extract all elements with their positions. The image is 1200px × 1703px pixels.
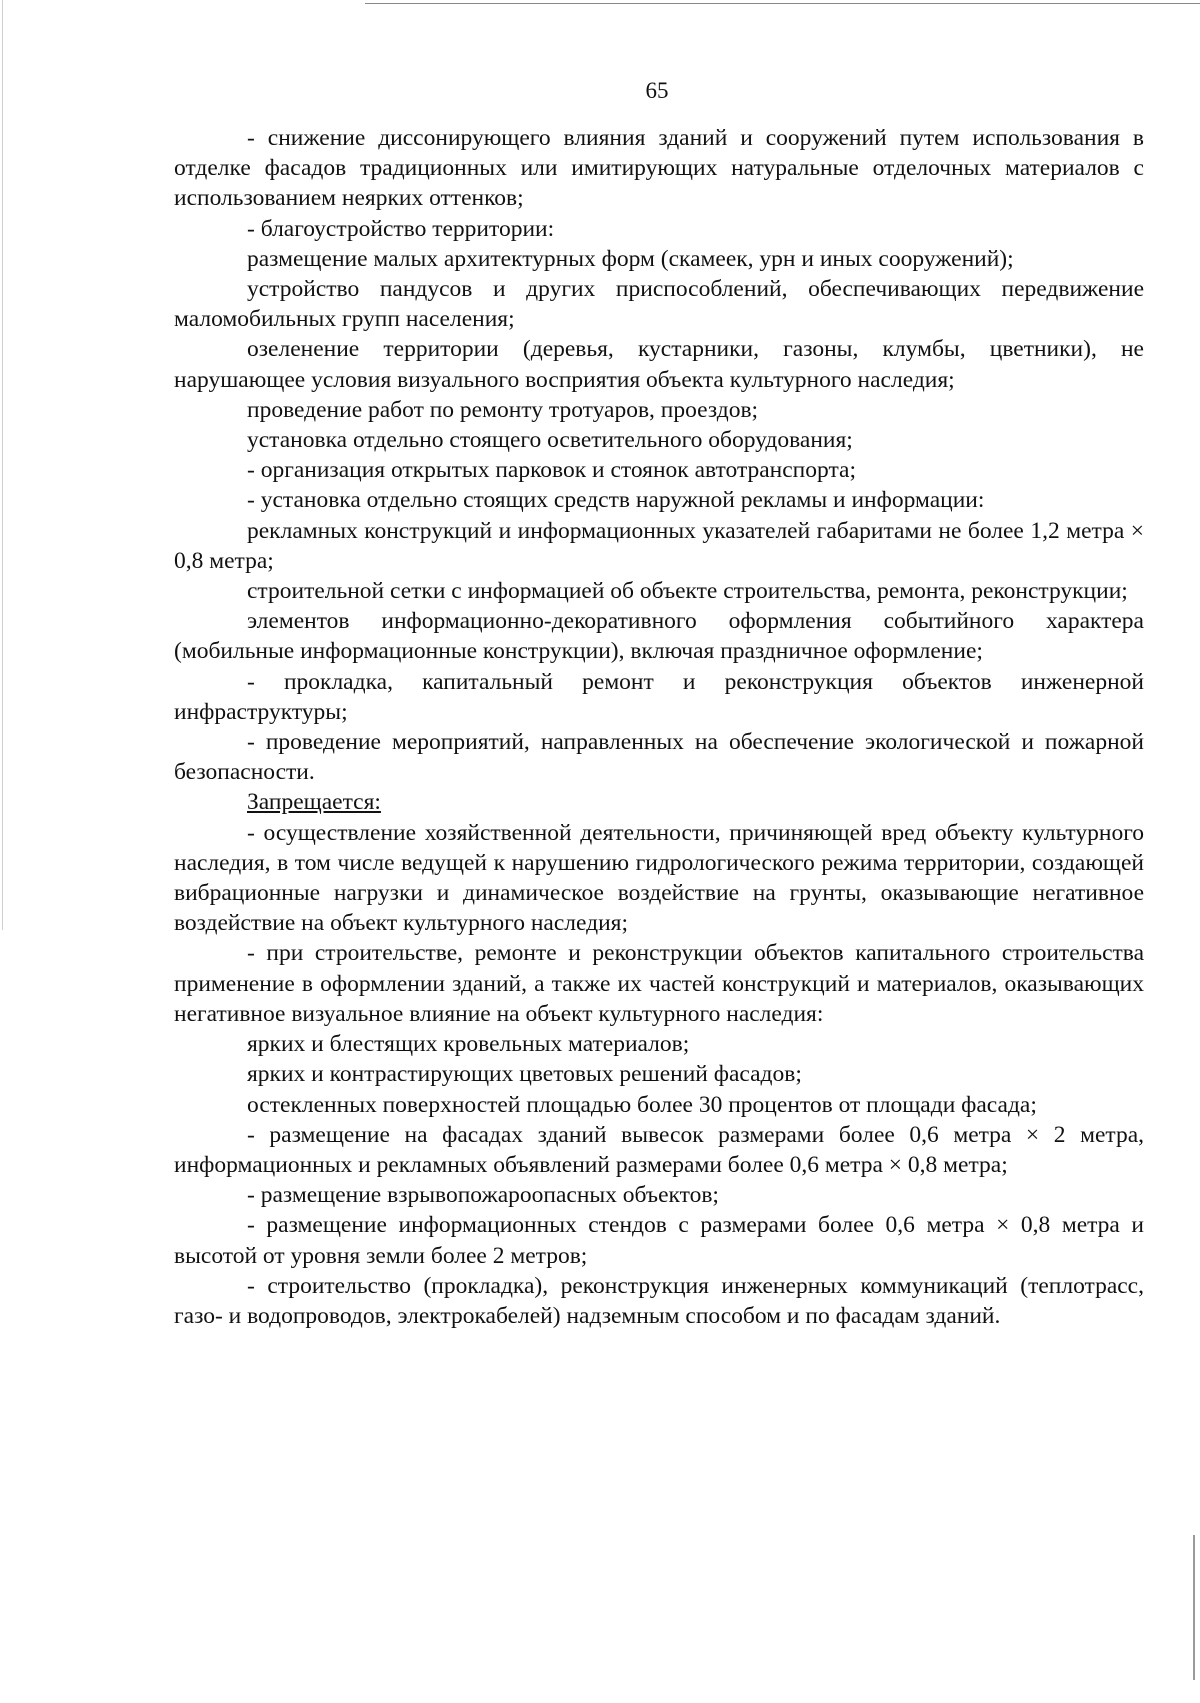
paragraph-economic-activity: - осуществление хозяйственной деятельности, причиняющей вред объекту культурного наследия, в том числе ведущей к нарушению гидрологического режима территории, создающей вибрационные нагрузки и динамическое воздействие на грунты, оказывающие негативное воздействие на объект культурного наследия; <box>174 819 1144 937</box>
page-number: 65 <box>645 78 669 103</box>
paragraph-glazed-surfaces: остекленных поверхностей площадью более 30 процентов от площади фасада; <box>247 1091 1037 1118</box>
paragraph-advertising-heading: - установка отдельно стоящих средств наружной рекламы и информации: <box>247 487 985 514</box>
paragraph-construction-mesh: строительной сетки с информацией об объекте строительства, ремонта, реконструкции; <box>247 578 1128 605</box>
paragraph-roofing-materials: ярких и блестящих кровельных материалов; <box>247 1031 690 1058</box>
paragraph-signboards: - размещение на фасадах зданий вывесок размерами более 0,6 метра × 2 метра, информационных и рекламных объявлений размерами более 0,6 метра × 0,8 метра; <box>174 1121 1144 1178</box>
paragraph-construction-materials: - при строительстве, ремонте и реконструкции объектов капитального строительства применение в оформлении зданий, а также их частей конструкций и материалов, оказывающих негативное визуальное влияние на объект культурного наследия: <box>174 940 1144 1027</box>
paragraph-decorative-elements: элементов информационно-декоративного оформления событийного характера (мобильные информационные конструкции), включая праздничное оформление; <box>174 608 1144 665</box>
paragraph-sidewalk-repair: проведение работ по ремонту тротуаров, проездов; <box>247 396 759 423</box>
paragraph-greening: озеленение территории (деревья, кустарники, газоны, клумбы, цветники), не нарушающее условия визуального восприятия объекта культурного наследия; <box>174 336 1144 393</box>
paragraph-safety-measures: - проведение мероприятий, направленных на обеспечение экологической и пожарной безопасности. <box>174 729 1144 786</box>
scan-edge-line <box>365 3 1200 4</box>
scan-margin-line <box>2 0 3 930</box>
paragraph-ramps: устройство пандусов и других приспособлений, обеспечивающих передвижение маломобильных групп населения; <box>174 276 1144 333</box>
prohibited-heading-text: Запрещается: <box>247 789 381 816</box>
scan-edge-mark <box>1193 1535 1195 1680</box>
paragraph-parking: - организация открытых парковок и стоянок автотранспорта; <box>247 457 856 484</box>
paragraph-explosive-objects: - размещение взрывопожароопасных объектов; <box>247 1182 719 1209</box>
paragraph-small-architectural-forms: размещение малых архитектурных форм (скамеек, урн и иных сооружений); <box>247 245 1014 272</box>
document-body <box>174 123 1144 1331</box>
paragraph-utilities: - строительство (прокладка), реконструкция инженерных коммуникаций (теплотрасс, газо- и водопроводов, электрокабелей) надземным способом и по фасадам зданий. <box>174 1272 1144 1329</box>
paragraph-lighting: установка отдельно стоящего осветительного оборудования; <box>247 427 853 454</box>
paragraph-prohibited-heading <box>174 787 1144 817</box>
paragraph-landscaping-heading: - благоустройство территории: <box>247 215 555 242</box>
paragraph-facade-colors: ярких и контрастирующих цветовых решений фасадов; <box>247 1061 802 1088</box>
paragraph-dissonance-reduction: - снижение диссонирующего влияния зданий и сооружений путем использования в отделке фасадов традиционных или имитирующих натуральные отделочных материалов с использованием неярких оттенков; <box>174 125 1144 212</box>
paragraph-info-stands: - размещение информационных стендов с размерами более 0,6 метра × 0,8 метра и высотой от уровня земли более 2 метров; <box>174 1212 1144 1269</box>
paragraph-engineering-infrastructure: - прокладка, капитальный ремонт и реконструкция объектов инженерной инфраструктуры; <box>174 668 1144 725</box>
paragraph-advertising-structures: рекламных конструкций и информационных указателей габаритами не более 1,2 метра × 0,8 метра; <box>174 517 1144 574</box>
